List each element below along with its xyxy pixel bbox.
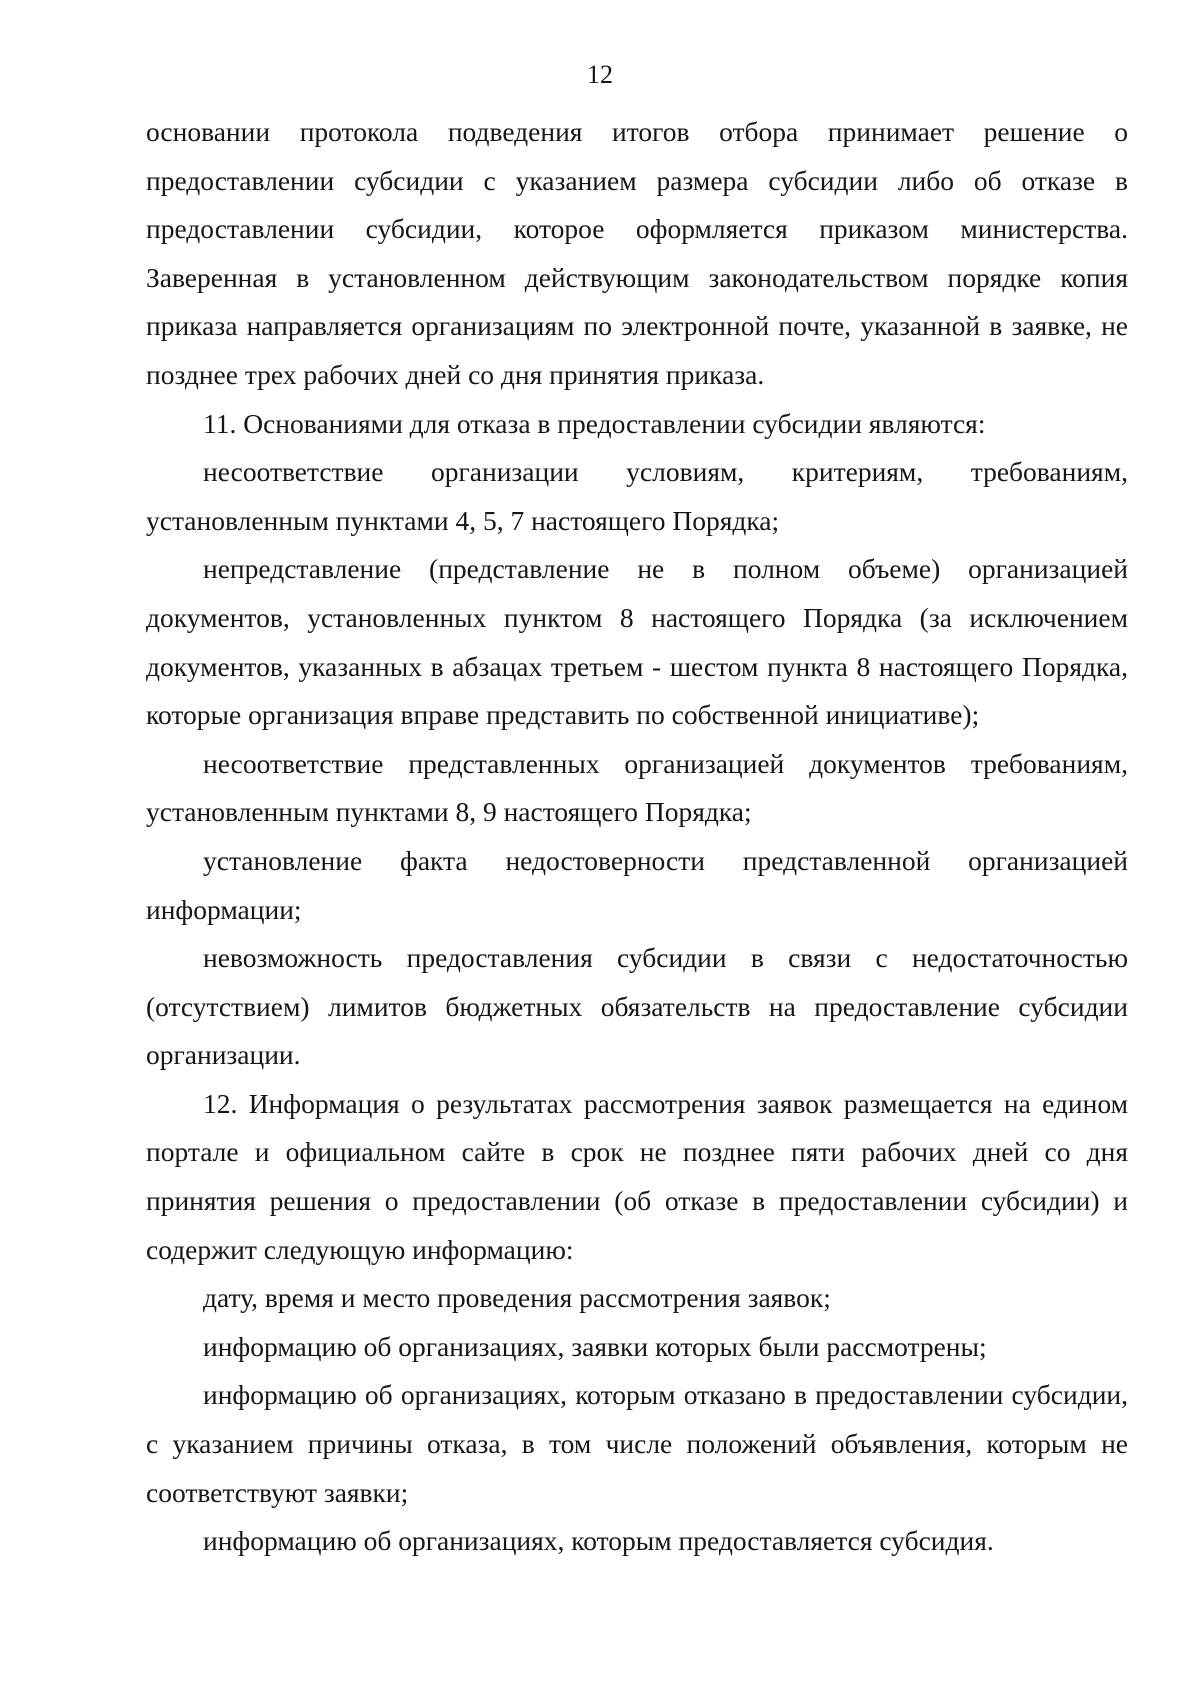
paragraph-refusal-reason-4: установление факта недостоверности представленной организацией информации; (146, 844, 1128, 925)
paragraph-clause-12: 12. Информация о результатах рассмотрения заявок размещается на едином портале и официальном сайте в срок не позднее пяти рабочих дней со дня принятия решения о предоставлении (об отказе в предоставлении субсидии) и содержит следующую информацию: (146, 1087, 1128, 1265)
document-body (146, 108, 1128, 1566)
paragraph-refusal-reason-3: несоответствие представленных организацией документов требованиям, установленным пунктами 8, 9 настоящего Порядка; (146, 747, 1128, 828)
paragraph-continuation: основании протокола подведения итогов отбора принимает решение о предоставлении субсидии с указанием размера субсидии либо об отказе в предоставлении субсидии, которое оформляется приказом министерства. Заверенная в установленном действующим законодательством порядке копия приказа направляется организациям по электронной почте, указанной в заявке, не позднее трех рабочих дней со дня принятия приказа. (146, 116, 1128, 390)
paragraph-refusal-reason-1: несоответствие организации условиям, критериям, требованиям, установленным пунктами 4, 5, 7 настоящего Порядка; (146, 456, 1128, 536)
paragraph-clause-11: 11. Основаниями для отказа в предоставлении субсидии являются: (203, 407, 986, 439)
paragraph-refusal-reason-2: непредставление (представление не в полном объеме) организацией документов, установленных пунктом 8 настоящего Порядка (за исключением документов, указанных в абзацах третьем - шестом пункта 8 настоящего Порядка, которые организация вправе представить по собственной инициативе); (146, 553, 1128, 731)
paragraph-refusal-reason-5: невозможность предоставления субсидии в связи с недостаточностью (отсутствием) лимитов бюджетных обязательств на предоставление субсидии организации. (146, 942, 1128, 1071)
paragraph-info-item-4: информацию об организациях, которым предоставляется субсидия. (203, 1525, 994, 1557)
paragraph-info-item-2: информацию об организациях, заявки которых были рассмотрены; (203, 1330, 987, 1362)
paragraph-info-item-1: дату, время и место проведения рассмотрения заявок; (203, 1282, 831, 1314)
page-number: 12 (587, 60, 613, 89)
paragraph-info-item-3: информацию об организациях, которым отказано в предоставлении субсидии, с указанием причины отказа, в том числе положений объявления, которым не соответствуют заявки; (146, 1379, 1128, 1508)
